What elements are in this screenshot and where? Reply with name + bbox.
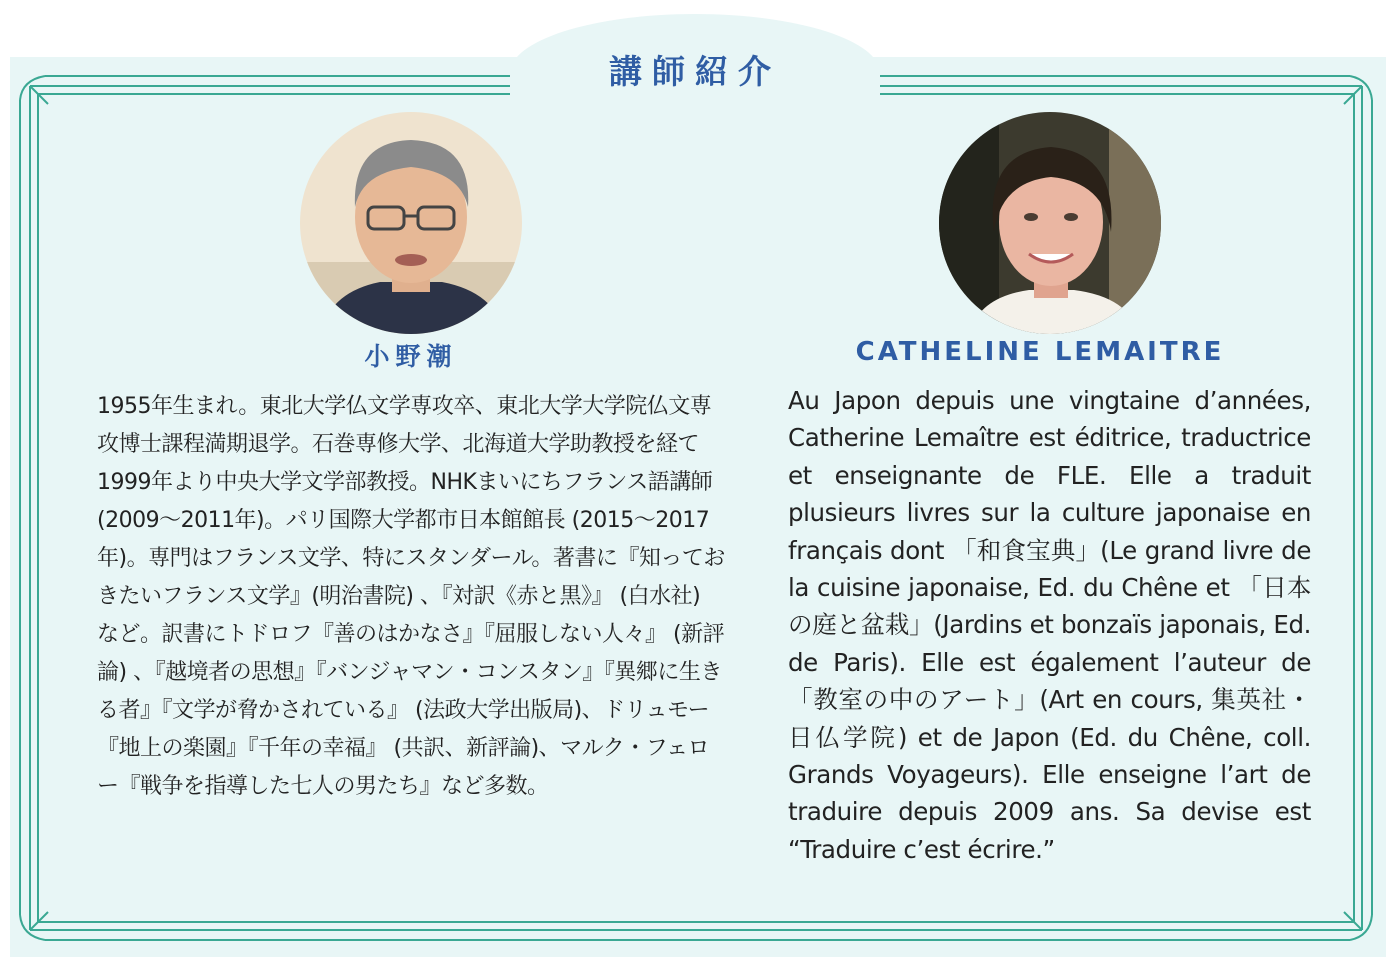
instructor-1-photo	[300, 112, 522, 334]
instructor-1-name: 小野潮	[364, 342, 458, 371]
instructor-1-bio: 1955年生まれ。東北大学仏文学専攻卒、東北大学大学院仏文専攻博士課程満期退学。石巻専修大学、北海道大学助教授を経て1999年より中央大学文学部教授。NHKまいにちフランス語講師 (2009〜2011年)。パリ国際大学都市日本館館長 (2015〜2017年)。専門はフランス文学、特にスタンダール。著書に『知っておきたいフランス文学』(明治書院) 、『対訳《赤と黒》』 (白水社) など。訳書にトドロフ『善のはかなさ』『屈服しない人々』 (新評論) 、『越境者の思想』『バンジャマン・コンスタン』『異郷に生きる者』『文学が脅かされている』 (法政大学出版局)、ドリュモー『地上の楽園』『千年の幸福』 (共訳、新評論)、マルク・フェロー『戦争を指導した七人の男たち』など多数。	[97, 394, 725, 799]
instructor-2-bio: Au Japon depuis une vingtaine d’années, Catherine Lemaître est éditrice, traductrice et enseignante de FLE. Elle a traduit plusieurs livres sur la culture japonaise en français dont 「和食宝典」(Le grand livre de la cuisine japonaise, Ed. du Chêne et 「日本の庭と盆栽」(Jardins et bonzaïs japonais, Ed. de Paris). Elle est également l’auteur de「教室の中のアート」(Art en cours, 集英社・日仏学院) et de Japon (Ed. du Chêne, coll. Grands Voyageurs). Elle enseigne l’art de traduire depuis 2009 ans. Sa devise est “Traduire c’est écrire.”	[788, 386, 1311, 864]
instructor-2-photo	[939, 112, 1161, 334]
page-title: 講師紹介	[609, 52, 781, 91]
instructor-2-name: CATHELINE LEMAITRE	[855, 337, 1225, 367]
